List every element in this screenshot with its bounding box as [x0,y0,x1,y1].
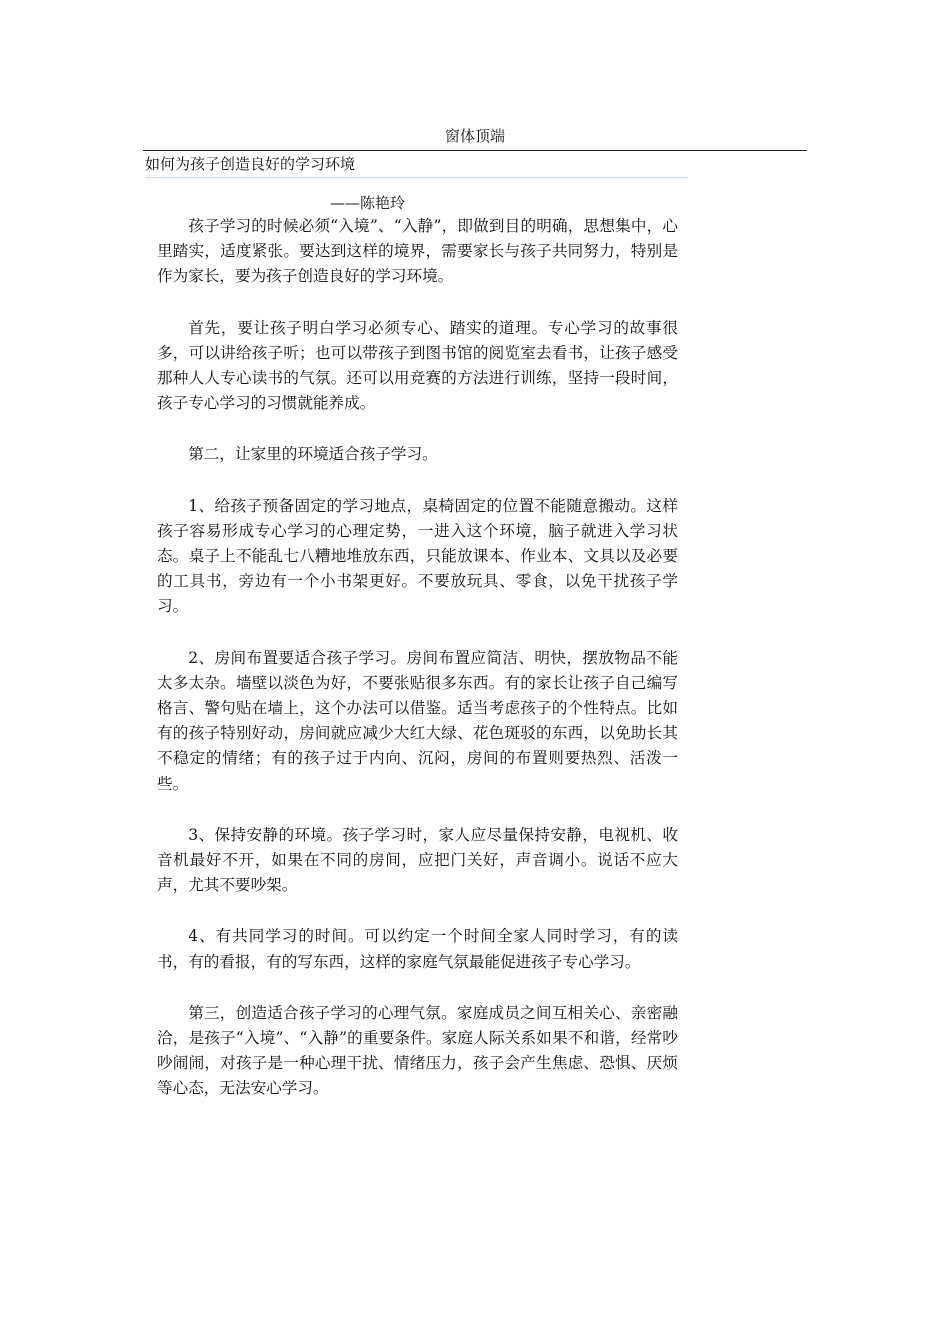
paragraph-item-1: 1、给孩子预备固定的学习地点，桌椅固定的位置不能随意搬动。这样孩子容易形成专心学习的心理定势，一进入这个环境，脑子就进入学习状态。桌子上不能乱七八糟地堆放东西，只能放课本、作业本、文具以及必要的工具书，旁边有一个小书架更好。不要放玩具、零食，以免干扰孩子学习。 [157,496,678,616]
article-title: 如何为孩子创造良好的学习环境 [145,155,356,173]
form-top-divider [143,150,807,151]
paragraph-intro: 孩子学习的时候必须“入境”、“入静”，即做到目的明确，思想集中，心里踏实，适度紧张。要达到这样的境界，需要家长与孩子共同努力，特别是作为家长，要为孩子创造良好的学习环境。 [157,217,678,286]
paragraph-first: 首先，要让孩子明白学习必须专心、踏实的道理。专心学习的故事很多，可以讲给孩子听；也可以带孩子到图书馆的阅览室去看书，让孩子感受那种人人专心读书的气氛。还可以用竞赛的方法进行训练，坚持一段时间，孩子专心学习的习惯就能养成。 [157,318,678,413]
paragraph-second: 第二，让家里的环境适合孩子学习。 [188,445,438,464]
paragraph-item-3: 3、保持安静的环境。孩子学习时，家人应尽量保持安静，电视机、收音机最好不开，如果在不同的房间，应把门关好，声音调小。说话不应大声，尤其不要吵架。 [157,825,678,895]
form-top-label: 窗体顶端 [444,127,505,145]
title-underline [145,177,688,178]
article-body [157,214,678,1128]
paragraph-third: 第三，创造适合孩子学习的心理气氛。家庭成员之间互相关心、亲密融洽，是孩子“入境”、“入静”的重要条件。家庭人际关系如果不和谐，经常吵吵闹闹，对孩子是一种心理干扰、情绪压力，孩子会产生焦虑、恐惧、厌烦等心态，无法安心学习。 [157,1003,678,1098]
paragraph-item-2: 2、房间布置要适合孩子学习。房间布置应简洁、明快，摆放物品不能太多太杂。墙壁以淡色为好，不要张贴很多东西。有的家长让孩子自己编写格言、警句贴在墙上，这个办法可以借鉴。适当考虑孩子的个性特点。比如有的孩子特别好动，房间就应减少大红大绿、花色斑驳的东西，以免助长其不稳定的情绪；有的孩子过于内向、沉闷，房间的布置则要热烈、活泼一些。 [157,648,678,793]
article-author: ——陈艳玲 [330,194,406,212]
paragraph-item-4: 4、有共同学习的时间。可以约定一个时间全家人同时学习，有的读书，有的看报，有的写东西，这样的家庭气氛最能促进孩子专心学习。 [157,927,678,971]
